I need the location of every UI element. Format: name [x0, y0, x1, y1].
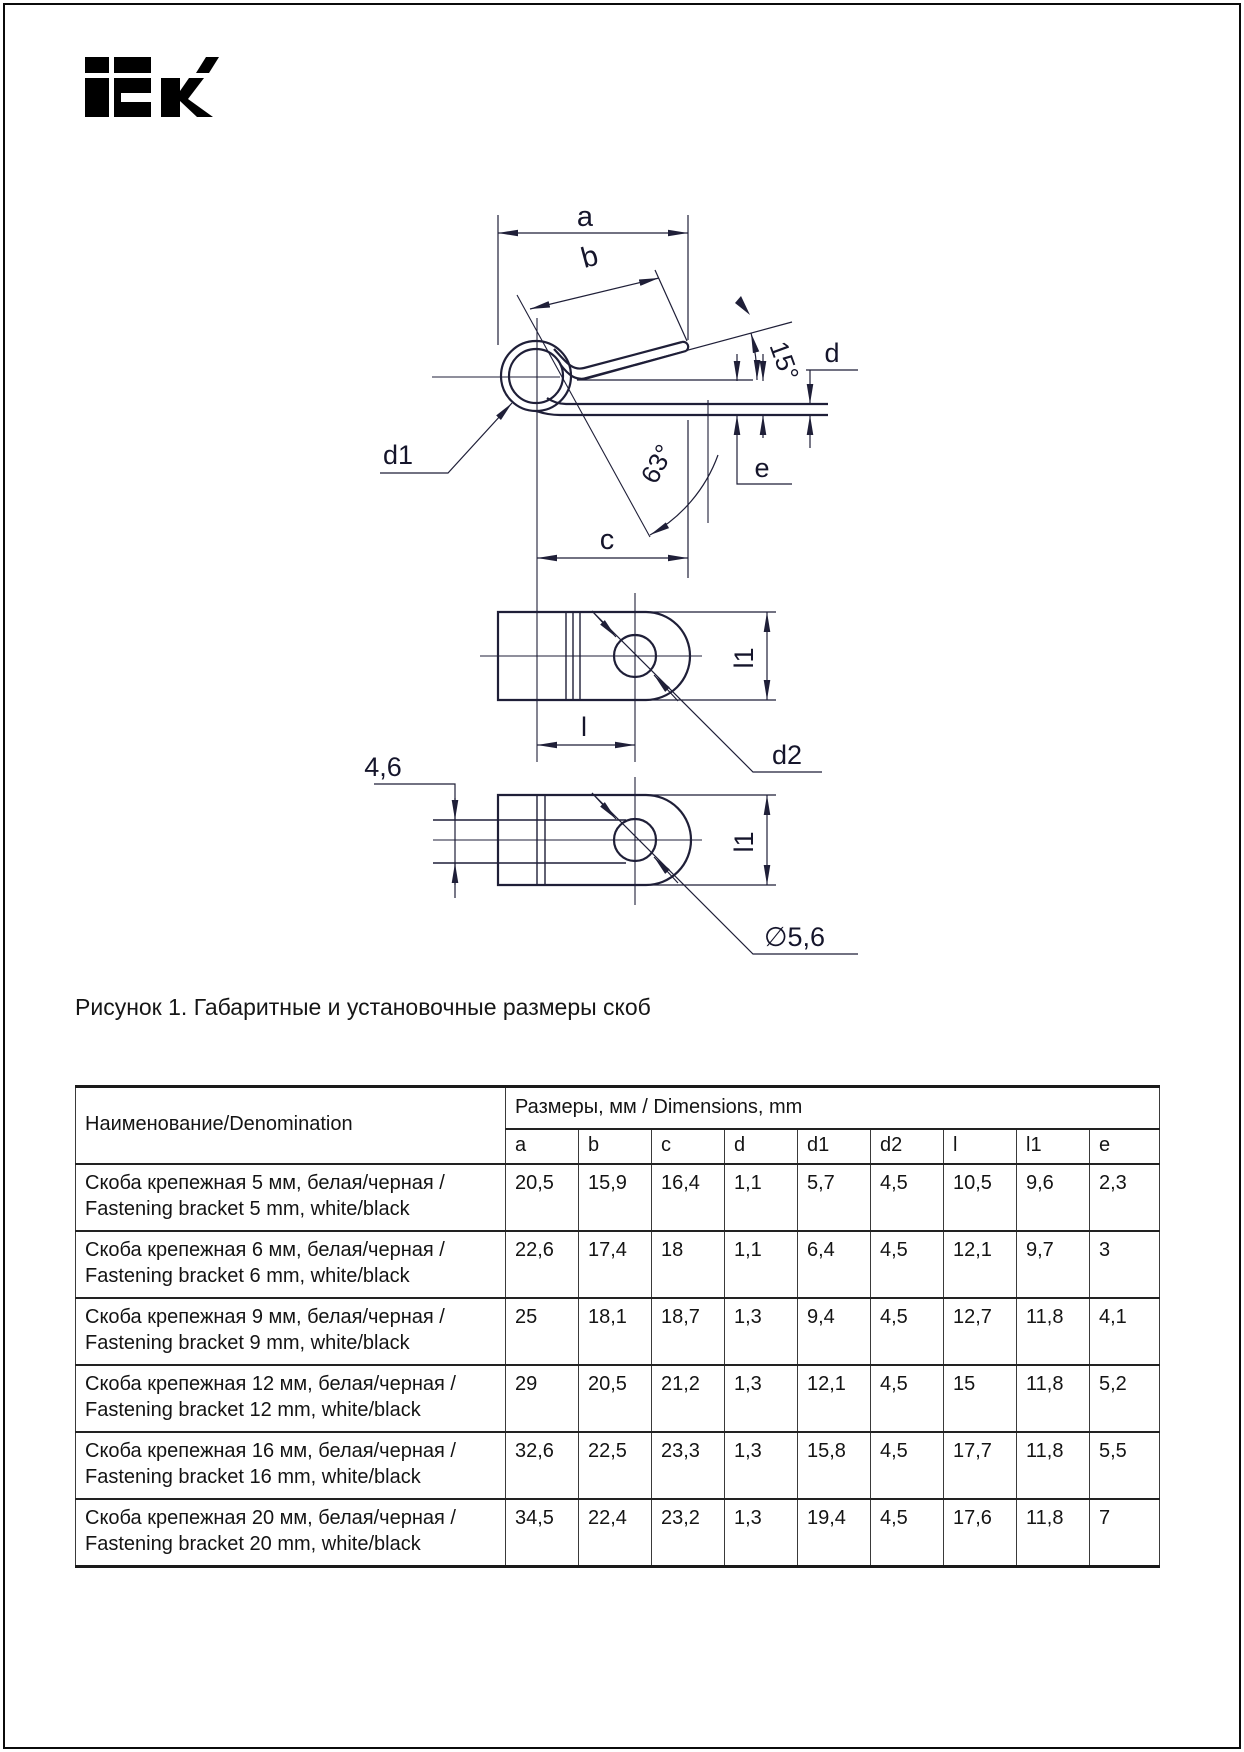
value-cell: 4,5	[871, 1231, 944, 1298]
item-name-ru: Скоба крепежная 6 мм, белая/черная /	[85, 1239, 445, 1261]
value-cell: 17,7	[944, 1432, 1017, 1499]
iek-logo-glyphs	[85, 57, 219, 117]
value-cell: 4,1	[1090, 1298, 1160, 1365]
iek-logo	[83, 55, 223, 119]
value-cell: 4,5	[871, 1365, 944, 1432]
item-name-en: Fastening bracket 5 mm, white/black	[85, 1198, 410, 1221]
value-cell: 25	[506, 1298, 579, 1365]
value-cell: 1,1	[725, 1164, 798, 1231]
value-cell: 12,1	[798, 1365, 871, 1432]
value-cell: 29	[506, 1365, 579, 1432]
angle-label-63: 63°	[634, 439, 680, 489]
value-cell: 20,5	[579, 1365, 652, 1432]
value-cell: 1,3	[725, 1365, 798, 1432]
table-header-dimensions: Размеры, мм / Dimensions, mm	[506, 1087, 1160, 1130]
value-cell: 19,4	[798, 1499, 871, 1567]
value-cell: 18,1	[579, 1298, 652, 1365]
dim-label-l: l	[581, 712, 587, 742]
item-name-ru: Скоба крепежная 16 мм, белая/черная /	[85, 1440, 456, 1462]
item-name-en: Fastening bracket 9 mm, white/black	[85, 1332, 410, 1355]
dim-label-c: c	[599, 524, 615, 556]
figure-caption: Рисунок 1. Габаритные и установочные размеры скоб	[75, 994, 651, 1020]
item-name-en: Fastening bracket 16 mm, white/black	[85, 1466, 421, 1489]
item-name-ru: Скоба крепежная 20 мм, белая/черная /	[85, 1507, 456, 1529]
value-cell: 16,4	[652, 1164, 725, 1231]
value-cell: 1,3	[725, 1298, 798, 1365]
value-cell: 7	[1090, 1499, 1160, 1567]
col-header-b: b	[579, 1129, 652, 1164]
dim-label-l1-plan: l1	[729, 647, 759, 669]
table-row	[76, 1231, 1160, 1298]
dim-label-e: e	[754, 453, 770, 483]
value-cell: 3	[1090, 1231, 1160, 1298]
value-cell: 4,5	[871, 1432, 944, 1499]
dimension-labels	[364, 201, 839, 952]
table-row	[76, 1164, 1160, 1231]
value-cell: 9,6	[1017, 1164, 1090, 1231]
value-cell: 32,6	[506, 1432, 579, 1499]
value-cell: 6,4	[798, 1231, 871, 1298]
col-header-e: e	[1090, 1129, 1160, 1164]
value-cell: 20,5	[506, 1164, 579, 1231]
dim-label-strip-width: 4,6	[364, 752, 402, 782]
value-cell: 2,3	[1090, 1164, 1160, 1231]
item-name-en: Fastening bracket 20 mm, white/black	[85, 1533, 421, 1556]
dim-label-d1: d1	[383, 440, 414, 470]
table-header-name: Наименование/Denomination	[76, 1087, 506, 1165]
item-name-en: Fastening bracket 6 mm, white/black	[85, 1265, 410, 1288]
dim-label-hole-dia: ∅5,6	[764, 922, 826, 952]
value-cell: 21,2	[652, 1365, 725, 1432]
col-header-d2: d2	[871, 1129, 944, 1164]
value-cell: 5,5	[1090, 1432, 1160, 1499]
value-cell: 10,5	[944, 1164, 1017, 1231]
value-cell: 15,9	[579, 1164, 652, 1231]
col-header-d: d	[725, 1129, 798, 1164]
plan-view	[480, 593, 822, 772]
table-row	[76, 1365, 1160, 1432]
table-row	[76, 1499, 1160, 1567]
value-cell: 12,7	[944, 1298, 1017, 1365]
value-cell: 5,2	[1090, 1365, 1160, 1432]
table-row	[76, 1298, 1160, 1365]
dim-label-b: b	[577, 239, 602, 275]
col-header-d1: d1	[798, 1129, 871, 1164]
value-cell: 5,7	[798, 1164, 871, 1231]
value-cell: 11,8	[1017, 1432, 1090, 1499]
value-cell: 4,5	[871, 1164, 944, 1231]
value-cell: 18,7	[652, 1298, 725, 1365]
value-cell: 11,8	[1017, 1298, 1090, 1365]
table-row	[76, 1432, 1160, 1499]
value-cell: 12,1	[944, 1231, 1017, 1298]
col-header-c: c	[652, 1129, 725, 1164]
col-header-l1: l1	[1017, 1129, 1090, 1164]
value-cell: 9,4	[798, 1298, 871, 1365]
dim-label-l1-edge: l1	[729, 831, 759, 853]
col-header-l: l	[944, 1129, 1017, 1164]
item-name-ru: Скоба крепежная 12 мм, белая/черная /	[85, 1373, 456, 1395]
value-cell: 1,1	[725, 1231, 798, 1298]
dim-label-d: d	[824, 338, 840, 368]
bracket-drawing	[0, 140, 1244, 980]
dim-label-a: a	[576, 201, 594, 233]
value-cell: 1,3	[725, 1499, 798, 1567]
value-cell: 9,7	[1017, 1231, 1090, 1298]
value-cell: 1,3	[725, 1432, 798, 1499]
value-cell: 22,4	[579, 1499, 652, 1567]
value-cell: 23,3	[652, 1432, 725, 1499]
item-name-ru: Скоба крепежная 9 мм, белая/черная /	[85, 1306, 445, 1328]
value-cell: 18	[652, 1231, 725, 1298]
value-cell: 4,5	[871, 1298, 944, 1365]
dimensions-table	[75, 1085, 1160, 1568]
col-header-a: a	[506, 1129, 579, 1164]
item-name-en: Fastening bracket 12 mm, white/black	[85, 1399, 421, 1422]
value-cell: 22,6	[506, 1231, 579, 1298]
value-cell: 34,5	[506, 1499, 579, 1567]
value-cell: 15,8	[798, 1432, 871, 1499]
value-cell: 11,8	[1017, 1365, 1090, 1432]
item-name-ru: Скоба крепежная 5 мм, белая/черная /	[85, 1172, 445, 1194]
value-cell: 4,5	[871, 1499, 944, 1567]
dimensions-table-wrap	[75, 1085, 1160, 1568]
dim-label-d2: d2	[772, 740, 803, 770]
value-cell: 17,4	[579, 1231, 652, 1298]
angle-label-15: 15°	[763, 337, 806, 385]
value-cell: 17,6	[944, 1499, 1017, 1567]
value-cell: 15	[944, 1365, 1017, 1432]
profile-view	[380, 215, 858, 762]
value-cell: 11,8	[1017, 1499, 1090, 1567]
value-cell: 22,5	[579, 1432, 652, 1499]
value-cell: 23,2	[652, 1499, 725, 1567]
